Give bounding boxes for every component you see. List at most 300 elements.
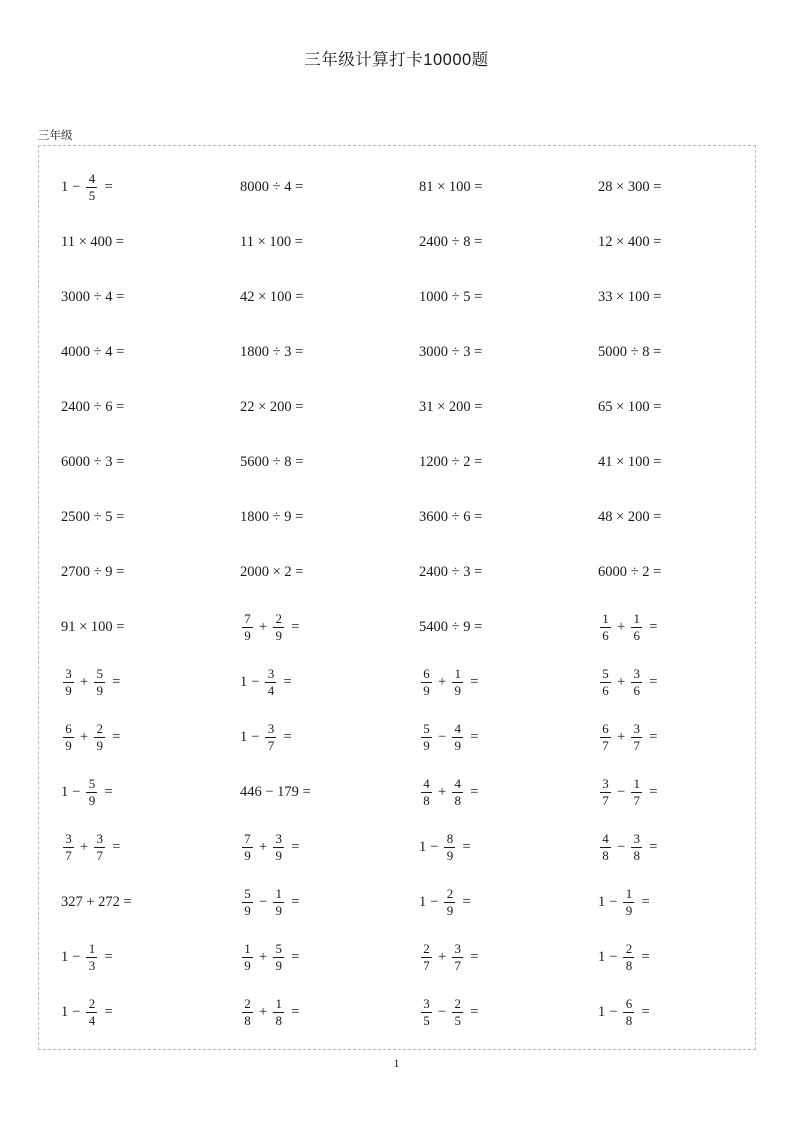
grade-label: 三年级 [38, 130, 73, 142]
operator: + [259, 949, 268, 966]
fraction-denominator: 8 [633, 848, 640, 863]
problem-expression [240, 887, 299, 917]
problem-expression: 1200 ÷ 2 = [419, 454, 483, 471]
problem-expression: 2400 ÷ 8 = [419, 234, 483, 251]
fraction-denominator: 7 [602, 793, 609, 808]
problem-item [397, 325, 576, 380]
operator: + [259, 1004, 268, 1021]
problem-item [218, 930, 397, 985]
fraction-numerator: 5 [602, 666, 609, 682]
fraction-denominator: 5 [454, 1013, 461, 1028]
problem-expression [419, 667, 478, 697]
fraction-numerator: 5 [275, 941, 282, 957]
problem-expression: 2500 ÷ 5 = [61, 509, 125, 526]
fraction [265, 667, 276, 697]
problem-expression: 1800 ÷ 3 = [240, 344, 304, 361]
fraction-numerator: 8 [446, 831, 454, 847]
fraction [273, 612, 284, 642]
problem-expression: 4000 ÷ 4 = [61, 344, 125, 361]
fraction-numerator: 6 [602, 721, 609, 737]
fraction-denominator: 9 [423, 738, 430, 753]
problem-item [218, 325, 397, 380]
operator: − [72, 949, 81, 966]
fraction-denominator: 9 [244, 903, 251, 918]
fraction [63, 722, 74, 752]
fraction [600, 777, 611, 807]
equals-sign: = [112, 729, 121, 746]
fraction-denominator: 7 [96, 848, 103, 863]
problem-item [218, 545, 397, 600]
problem-expression: 12 × 400 = [598, 234, 662, 251]
page-number: 1 [393, 1058, 400, 1070]
problem-expression [61, 777, 113, 807]
fraction-numerator: 1 [244, 941, 251, 957]
problem-expression: 31 × 200 = [419, 399, 483, 416]
operand: 1 [240, 674, 248, 691]
equals-sign: = [104, 1004, 113, 1021]
operand: 1 [598, 894, 606, 911]
problem-expression: 6000 ÷ 2 = [598, 564, 662, 581]
equals-sign: = [649, 619, 658, 636]
operator: + [259, 839, 268, 856]
problem-item [576, 820, 755, 875]
problem-expression [240, 722, 292, 752]
problem-item [39, 270, 218, 325]
problem-item [218, 710, 397, 765]
fraction-denominator: 6 [602, 683, 609, 698]
operator: − [617, 839, 626, 856]
fraction-denominator: 8 [423, 793, 430, 808]
fraction-numerator: 6 [423, 666, 430, 682]
fraction [94, 667, 105, 697]
problem-item [39, 985, 218, 1040]
problem-item [39, 435, 218, 490]
fraction-denominator: 6 [633, 683, 640, 698]
fraction-numerator: 4 [423, 776, 430, 792]
problem-item [218, 380, 397, 435]
fraction-denominator: 9 [96, 738, 103, 753]
problem-expression [419, 722, 478, 752]
equals-sign: = [641, 894, 650, 911]
operand: 1 [61, 784, 69, 801]
problem-sheet [38, 145, 756, 1050]
fraction-numerator: 3 [633, 721, 640, 737]
problem-item [576, 490, 755, 545]
fraction [421, 722, 432, 752]
problem-expression: 41 × 100 = [598, 454, 662, 471]
problem-expression: 5000 ÷ 8 = [598, 344, 662, 361]
equals-sign: = [104, 949, 113, 966]
problem-item [218, 435, 397, 490]
equals-sign: = [641, 1004, 650, 1021]
problem-expression: 1800 ÷ 9 = [240, 509, 304, 526]
fraction [421, 777, 432, 807]
fraction [421, 997, 432, 1027]
problem-expression [598, 667, 657, 697]
problem-expression [419, 777, 478, 807]
problem-item [397, 160, 576, 215]
fraction [273, 942, 284, 972]
problem-expression: 65 × 100 = [598, 399, 662, 416]
operand: 1 [598, 949, 606, 966]
fraction-numerator: 3 [454, 941, 461, 957]
fraction-denominator: 4 [88, 1013, 96, 1028]
fraction-denominator: 8 [625, 958, 633, 973]
problem-item [397, 765, 576, 820]
problem-expression: 11 × 100 = [240, 234, 303, 251]
fraction [631, 612, 642, 642]
fraction-numerator: 2 [423, 941, 430, 957]
fraction-denominator: 4 [267, 683, 275, 698]
fraction [273, 887, 284, 917]
fraction [273, 832, 284, 862]
equals-sign: = [470, 949, 479, 966]
fraction-numerator: 1 [633, 776, 640, 792]
problem-item [397, 985, 576, 1040]
problem-item [397, 380, 576, 435]
equals-sign: = [283, 729, 292, 746]
problem-expression [240, 832, 299, 862]
equals-sign: = [112, 839, 121, 856]
problem-expression [240, 997, 299, 1027]
problem-expression: 446 − 179 = [240, 784, 311, 801]
problem-item [218, 490, 397, 545]
fraction-denominator: 9 [275, 958, 282, 973]
problem-item [218, 820, 397, 875]
problem-expression: 42 × 100 = [240, 289, 304, 306]
problem-expression: 2700 ÷ 9 = [61, 564, 125, 581]
operator: − [430, 894, 439, 911]
problem-item [39, 930, 218, 985]
fraction-denominator: 7 [633, 793, 640, 808]
problem-expression: 81 × 100 = [419, 179, 483, 196]
fraction-denominator: 9 [96, 683, 103, 698]
fraction-denominator: 9 [65, 738, 72, 753]
fraction-numerator: 6 [65, 721, 72, 737]
fraction [63, 832, 74, 862]
problem-item [576, 710, 755, 765]
problem-expression: 3000 ÷ 3 = [419, 344, 483, 361]
problem-item [39, 325, 218, 380]
fraction-numerator: 3 [602, 776, 609, 792]
fraction-numerator: 1 [602, 611, 609, 627]
problem-expression [598, 777, 657, 807]
problem-item [397, 655, 576, 710]
problem-expression [598, 722, 657, 752]
fraction-numerator: 4 [454, 721, 461, 737]
problem-item [576, 875, 755, 930]
problem-expression [598, 832, 657, 862]
fraction-numerator: 2 [88, 996, 96, 1012]
problem-item [39, 545, 218, 600]
operand: 1 [61, 179, 69, 196]
fraction-denominator: 7 [454, 958, 461, 973]
fraction-denominator: 9 [244, 848, 251, 863]
fraction-numerator: 3 [65, 831, 72, 847]
problem-item [576, 270, 755, 325]
fraction [421, 942, 432, 972]
operator: + [617, 674, 626, 691]
fraction-numerator: 4 [602, 831, 609, 847]
fraction-numerator: 6 [625, 996, 633, 1012]
problem-expression: 3600 ÷ 6 = [419, 509, 483, 526]
problem-expression: 8000 ÷ 4 = [240, 179, 304, 196]
problem-expression: 33 × 100 = [598, 289, 662, 306]
equals-sign: = [291, 839, 300, 856]
equals-sign: = [649, 674, 658, 691]
operand: 1 [419, 894, 427, 911]
problem-item [218, 985, 397, 1040]
problem-expression: 5400 ÷ 9 = [419, 619, 483, 636]
fraction-denominator: 9 [88, 793, 96, 808]
equals-sign: = [641, 949, 650, 966]
fraction [452, 997, 463, 1027]
operand: 1 [61, 1004, 69, 1021]
problem-item [576, 930, 755, 985]
fraction [623, 942, 634, 972]
fraction-numerator: 3 [267, 666, 275, 682]
problem-item [397, 875, 576, 930]
problem-item [39, 490, 218, 545]
operator: − [251, 674, 260, 691]
problem-item [397, 270, 576, 325]
fraction-numerator: 5 [423, 721, 430, 737]
fraction-numerator: 3 [633, 831, 640, 847]
fraction-denominator: 6 [602, 628, 609, 643]
problem-item [39, 875, 218, 930]
problem-item [218, 600, 397, 655]
problem-item [39, 600, 218, 655]
problem-item [397, 435, 576, 490]
fraction [600, 722, 611, 752]
problem-expression: 327 + 272 = [61, 894, 132, 911]
problem-expression [61, 172, 113, 202]
fraction [242, 997, 253, 1027]
fraction [623, 887, 634, 917]
operand: 1 [419, 839, 427, 856]
problem-item [39, 215, 218, 270]
fraction-denominator: 8 [244, 1013, 251, 1028]
fraction [452, 777, 463, 807]
problem-item [397, 490, 576, 545]
problem-item [397, 930, 576, 985]
operand: 1 [61, 949, 69, 966]
fraction [631, 832, 642, 862]
equals-sign: = [649, 839, 658, 856]
fraction [265, 722, 276, 752]
problem-expression [419, 942, 478, 972]
equals-sign: = [283, 674, 292, 691]
equals-sign: = [112, 674, 121, 691]
fraction-denominator: 9 [423, 683, 430, 698]
fraction-numerator: 2 [244, 996, 251, 1012]
fraction-denominator: 7 [267, 738, 275, 753]
equals-sign: = [291, 949, 300, 966]
problem-item [397, 820, 576, 875]
problem-item [576, 765, 755, 820]
equals-sign: = [291, 1004, 300, 1021]
page-title: 三年级计算打卡10000题 [304, 51, 489, 69]
equals-sign: = [291, 894, 300, 911]
problem-item [39, 820, 218, 875]
problem-expression [419, 832, 471, 862]
operator: − [259, 894, 268, 911]
operator: + [259, 619, 268, 636]
problem-item [397, 215, 576, 270]
problem-expression [598, 612, 657, 642]
problem-expression: 3000 ÷ 4 = [61, 289, 125, 306]
problem-item [218, 270, 397, 325]
operator: + [80, 674, 89, 691]
fraction-numerator: 4 [88, 171, 96, 187]
problem-expression: 2400 ÷ 3 = [419, 564, 483, 581]
fraction-numerator: 7 [244, 611, 251, 627]
fraction [86, 777, 97, 807]
fraction-denominator: 9 [275, 628, 282, 643]
fraction-numerator: 2 [96, 721, 103, 737]
fraction-numerator: 1 [633, 611, 640, 627]
operator: − [72, 784, 81, 801]
fraction-denominator: 6 [633, 628, 640, 643]
equals-sign: = [462, 839, 471, 856]
fraction-denominator: 9 [65, 683, 72, 698]
fraction-numerator: 1 [625, 886, 633, 902]
operator: − [72, 179, 81, 196]
equals-sign: = [470, 1004, 479, 1021]
equals-sign: = [104, 784, 113, 801]
fraction-numerator: 7 [244, 831, 251, 847]
fraction-denominator: 8 [454, 793, 461, 808]
fraction-numerator: 3 [267, 721, 275, 737]
equals-sign: = [470, 784, 479, 801]
problem-item [397, 600, 576, 655]
equals-sign: = [470, 729, 479, 746]
fraction [86, 997, 97, 1027]
fraction-numerator: 1 [275, 886, 282, 902]
fraction-numerator: 2 [625, 941, 633, 957]
problem-item [39, 160, 218, 215]
problem-item [576, 325, 755, 380]
fraction-denominator: 3 [88, 958, 96, 973]
fraction-denominator: 9 [454, 738, 461, 753]
fraction-numerator: 4 [454, 776, 461, 792]
fraction [242, 942, 253, 972]
fraction-numerator: 5 [96, 666, 103, 682]
fraction [444, 832, 455, 862]
fraction-denominator: 7 [423, 958, 430, 973]
problem-expression [598, 887, 650, 917]
operand: 1 [240, 729, 248, 746]
fraction-denominator: 8 [602, 848, 609, 863]
operator: + [80, 729, 89, 746]
problem-expression: 22 × 200 = [240, 399, 304, 416]
fraction [242, 832, 253, 862]
problem-item [218, 765, 397, 820]
fraction [242, 612, 253, 642]
equals-sign: = [649, 729, 658, 746]
fraction-denominator: 9 [446, 848, 454, 863]
problem-item [218, 160, 397, 215]
fraction [452, 722, 463, 752]
fraction-denominator: 5 [88, 188, 96, 203]
problem-item [576, 160, 755, 215]
operator: + [438, 674, 447, 691]
problem-expression: 2000 × 2 = [240, 564, 304, 581]
problem-expression [240, 667, 292, 697]
operator: − [609, 1004, 618, 1021]
fraction-denominator: 9 [625, 903, 633, 918]
fraction-numerator: 3 [633, 666, 640, 682]
fraction [600, 612, 611, 642]
fraction-denominator: 8 [625, 1013, 633, 1028]
equals-sign: = [649, 784, 658, 801]
problem-expression [419, 997, 478, 1027]
fraction-denominator: 9 [275, 848, 282, 863]
operator: + [617, 729, 626, 746]
problem-item [576, 380, 755, 435]
problem-expression [419, 887, 471, 917]
problem-item [218, 655, 397, 710]
problem-item [397, 710, 576, 765]
fraction-denominator: 7 [602, 738, 609, 753]
operand: 1 [598, 1004, 606, 1021]
fraction-denominator: 8 [275, 1013, 282, 1028]
fraction [452, 667, 463, 697]
problem-expression: 5600 ÷ 8 = [240, 454, 304, 471]
problem-item [576, 985, 755, 1040]
problem-expression: 91 × 100 = [61, 619, 125, 636]
fraction-numerator: 1 [88, 941, 96, 957]
fraction-numerator: 2 [454, 996, 461, 1012]
fraction-numerator: 2 [275, 611, 282, 627]
fraction-numerator: 3 [65, 666, 72, 682]
problem-expression [61, 942, 113, 972]
problem-grid [39, 146, 755, 1040]
fraction [600, 832, 611, 862]
fraction-numerator: 1 [275, 996, 282, 1012]
fraction [631, 777, 642, 807]
problem-expression [240, 612, 299, 642]
fraction-denominator: 7 [65, 848, 72, 863]
problem-item [218, 215, 397, 270]
fraction [452, 942, 463, 972]
fraction-numerator: 2 [446, 886, 454, 902]
problem-item [576, 215, 755, 270]
fraction-denominator: 9 [275, 903, 282, 918]
problem-item [576, 600, 755, 655]
problem-expression [598, 997, 650, 1027]
equals-sign: = [470, 674, 479, 691]
problem-item [576, 655, 755, 710]
problem-item [39, 380, 218, 435]
operator: − [609, 949, 618, 966]
fraction [600, 667, 611, 697]
problem-expression: 48 × 200 = [598, 509, 662, 526]
fraction-denominator: 9 [244, 958, 251, 973]
equals-sign: = [104, 179, 113, 196]
problem-expression [61, 722, 120, 752]
operator: − [72, 1004, 81, 1021]
operator: − [430, 839, 439, 856]
fraction [63, 667, 74, 697]
fraction-denominator: 5 [423, 1013, 430, 1028]
problem-expression: 1000 ÷ 5 = [419, 289, 483, 306]
problem-expression [61, 667, 120, 697]
problem-item [576, 545, 755, 600]
fraction-numerator: 5 [244, 886, 251, 902]
problem-expression: 6000 ÷ 3 = [61, 454, 125, 471]
fraction [242, 887, 253, 917]
